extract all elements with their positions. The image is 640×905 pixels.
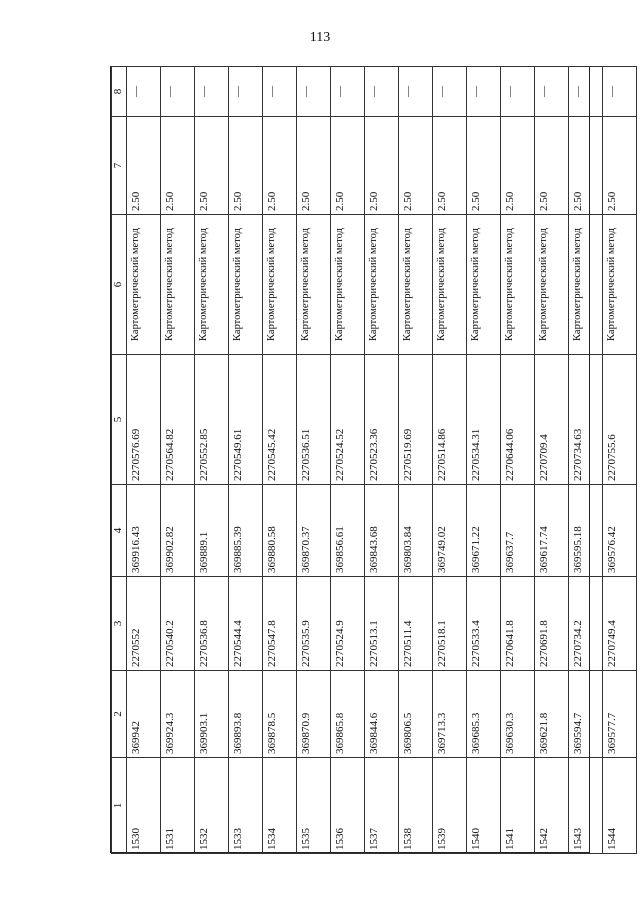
- table-cell-col-7: 2.50: [331, 117, 365, 215]
- table-cell-col-5: 2270709.4: [535, 355, 569, 485]
- table-cell-col-1: 1540: [467, 758, 501, 854]
- table-cell-col-1: 1538: [399, 758, 433, 854]
- table-cell-col-8: —: [331, 67, 365, 117]
- table-row: [229, 67, 263, 854]
- table-cell-col-4: 369889.1: [195, 485, 229, 577]
- table-cell-col-6: Картометрический метод: [603, 215, 637, 355]
- table-cell-col-5: 2270514.86: [433, 355, 467, 485]
- table-cell-col-5: 2270519.69: [399, 355, 433, 485]
- table-cell-col-6: Картометрический метод: [501, 215, 535, 355]
- table-cell-col-4: 369576.42: [603, 485, 637, 577]
- column-header-3: 3: [112, 577, 127, 671]
- table-cell-col-5: 2270755.6: [603, 355, 637, 485]
- table-cell-col-3: 2270535.9: [297, 577, 331, 671]
- column-header-8: 8: [112, 67, 127, 117]
- column-header-2: 2: [112, 671, 127, 758]
- table-cell-col-6: Картометрический метод: [195, 215, 229, 355]
- table-cell-col-8: —: [603, 67, 637, 117]
- table-cell-col-4: 369870.37: [297, 485, 331, 577]
- table-cell-col-2: 369594.7: [569, 671, 603, 758]
- table-cell-col-2: 369621.8: [535, 671, 569, 758]
- table-cell-col-6: Картометрический метод: [229, 215, 263, 355]
- column-header-4: 4: [112, 485, 127, 577]
- table-row: [195, 67, 229, 854]
- table-cell-col-7: 2.50: [535, 117, 569, 215]
- table-cell-col-8: —: [297, 67, 331, 117]
- table-cell-col-7: 2.50: [263, 117, 297, 215]
- table-cell-col-5: 2270576.69: [127, 355, 161, 485]
- table-cell-col-5: 2270536.51: [297, 355, 331, 485]
- table-cell-col-4: 369885.39: [229, 485, 263, 577]
- table-cell-col-3: 2270540.2: [161, 577, 195, 671]
- table-cell-col-8: —: [501, 67, 535, 117]
- table-cell-col-4: 369671.22: [467, 485, 501, 577]
- table-cell-col-3: 2270544.4: [229, 577, 263, 671]
- table-cell-col-1: 1544: [603, 758, 637, 854]
- table-row: [365, 67, 399, 854]
- table-cell-col-4: 369595.18: [569, 485, 603, 577]
- table-cell-col-3: 2270691.8: [535, 577, 569, 671]
- table-row: [399, 67, 433, 854]
- table-cell-col-7: 2.50: [433, 117, 467, 215]
- table-cell-col-8: —: [229, 67, 263, 117]
- table-cell-col-7: 2.50: [161, 117, 195, 215]
- table-cell-col-2: 369577.7: [603, 671, 637, 758]
- table-row: [603, 67, 637, 854]
- table-body: [127, 67, 637, 854]
- table-row: [263, 67, 297, 854]
- table-cell-col-6: Картометрический метод: [161, 215, 195, 355]
- table-cell-col-3: 2270533.4: [467, 577, 501, 671]
- table-cell-col-7: 2.50: [297, 117, 331, 215]
- table-cell-col-4: 369749.02: [433, 485, 467, 577]
- table-cell-col-1: 1534: [263, 758, 297, 854]
- table-cell-col-4: 369617.74: [535, 485, 569, 577]
- coordinates-table-frame: [110, 66, 618, 853]
- table-cell-col-2: 369903.1: [195, 671, 229, 758]
- table-cell-col-5: 2270524.52: [331, 355, 365, 485]
- table-cell-col-8: —: [161, 67, 195, 117]
- table-cell-col-1: 1532: [195, 758, 229, 854]
- table-cell-col-6: Картометрический метод: [433, 215, 467, 355]
- table-cell-col-6: Картометрический метод: [297, 215, 331, 355]
- table-cell-col-3: 2270513.1: [365, 577, 399, 671]
- table-cell-col-2: 369870.9: [297, 671, 331, 758]
- table-cell-col-2: 369806.5: [399, 671, 433, 758]
- table-cell-col-3: 2270547.8: [263, 577, 297, 671]
- table-cell-col-2: 369865.8: [331, 671, 365, 758]
- page-number: 113: [309, 30, 331, 45]
- table-cell-col-4: 369902.82: [161, 485, 195, 577]
- table-cell-col-1: 1541: [501, 758, 535, 854]
- table-cell-col-8: —: [263, 67, 297, 117]
- table-cell-col-2: 369844.6: [365, 671, 399, 758]
- table-cell-col-8: —: [569, 67, 603, 117]
- table-cell-col-4: 369637.7: [501, 485, 535, 577]
- table-cell-col-1: 1543: [569, 758, 603, 854]
- table-cell-col-2: 369685.3: [467, 671, 501, 758]
- table-row: [297, 67, 331, 854]
- table-cell-col-7: 2.50: [399, 117, 433, 215]
- table-cell-col-8: —: [433, 67, 467, 117]
- table-cell-col-2: 369942: [127, 671, 161, 758]
- table-cell-col-6: Картометрический метод: [535, 215, 569, 355]
- table-cell-col-5: 2270523.36: [365, 355, 399, 485]
- table-cell-col-4: 369843.68: [365, 485, 399, 577]
- table-row: [501, 67, 535, 854]
- table-cell-col-5: 2270545.42: [263, 355, 297, 485]
- table-row: [569, 67, 603, 854]
- column-header-7: 7: [112, 117, 127, 215]
- table-cell-col-5: 2270549.61: [229, 355, 263, 485]
- table-cell-col-6: Картометрический метод: [331, 215, 365, 355]
- table-cell-col-6: Картометрический метод: [399, 215, 433, 355]
- table-cell-col-6: Картометрический метод: [365, 215, 399, 355]
- table-cell-col-7: 2.50: [467, 117, 501, 215]
- table-cell-col-6: Картометрический метод: [263, 215, 297, 355]
- table-cell-col-7: 2.50: [195, 117, 229, 215]
- table-cell-col-3: 2270511.4: [399, 577, 433, 671]
- rotated-table-container: [111, 67, 618, 854]
- table-cell-col-7: 2.50: [229, 117, 263, 215]
- table-cell-col-1: 1533: [229, 758, 263, 854]
- table-cell-col-8: —: [535, 67, 569, 117]
- table-cell-col-8: —: [195, 67, 229, 117]
- table-cell-col-3: 2270524.9: [331, 577, 365, 671]
- table-cell-col-4: 369803.84: [399, 485, 433, 577]
- table-cell-col-7: 2.50: [365, 117, 399, 215]
- table-cell-col-4: 369880.58: [263, 485, 297, 577]
- table-cell-col-3: 2270536.8: [195, 577, 229, 671]
- table-cell-col-2: 369878.5: [263, 671, 297, 758]
- table-cell-col-1: 1539: [433, 758, 467, 854]
- table-cell-col-1: 1537: [365, 758, 399, 854]
- table-cell-col-1: 1535: [297, 758, 331, 854]
- table-row: [433, 67, 467, 854]
- table-cell-col-1: 1531: [161, 758, 195, 854]
- table-cell-col-1: 1542: [535, 758, 569, 854]
- table-cell-col-8: —: [365, 67, 399, 117]
- table-cell-col-8: —: [467, 67, 501, 117]
- table-cell-col-3: 2270552: [127, 577, 161, 671]
- table-cell-col-1: 1536: [331, 758, 365, 854]
- table-cell-col-2: 369893.8: [229, 671, 263, 758]
- table-row: [467, 67, 501, 854]
- table-cell-col-6: Картометрический метод: [127, 215, 161, 355]
- table-row: [161, 67, 195, 854]
- table-row: [331, 67, 365, 854]
- table-cell-col-3: 2270641.8: [501, 577, 535, 671]
- table-row: [127, 67, 161, 854]
- table-cell-col-8: —: [127, 67, 161, 117]
- table-cell-col-7: 2.50: [127, 117, 161, 215]
- column-header-5: 5: [112, 355, 127, 485]
- table-cell-col-5: 2270644.06: [501, 355, 535, 485]
- table-cell-col-3: 2270749.4: [603, 577, 637, 671]
- table-cell-col-2: 369713.3: [433, 671, 467, 758]
- table-cell-col-4: 369916.43: [127, 485, 161, 577]
- table-cell-col-8: —: [399, 67, 433, 117]
- table-cell-col-5: 2270534.31: [467, 355, 501, 485]
- table-cell-col-3: 2270734.2: [569, 577, 603, 671]
- table-cell-col-7: 2.50: [569, 117, 603, 215]
- table-cell-col-7: 2.50: [603, 117, 637, 215]
- table-cell-col-2: 369630.3: [501, 671, 535, 758]
- table-cell-col-2: 369924.3: [161, 671, 195, 758]
- table-row: [535, 67, 569, 854]
- table-cell-col-6: Картометрический метод: [467, 215, 501, 355]
- table-cell-col-5: 2270734.63: [569, 355, 603, 485]
- table-cell-col-5: 2270552.85: [195, 355, 229, 485]
- coordinates-table: [111, 66, 637, 854]
- table-cell-col-6: Картометрический метод: [569, 215, 603, 355]
- table-cell-col-7: 2.50: [501, 117, 535, 215]
- table-cell-col-1: 1530: [127, 758, 161, 854]
- column-header-6: 6: [112, 215, 127, 355]
- table-cell-col-4: 369856.61: [331, 485, 365, 577]
- table-cell-col-5: 2270564.82: [161, 355, 195, 485]
- column-header-1: 1: [112, 758, 127, 854]
- table-cell-col-3: 2270518.1: [433, 577, 467, 671]
- table-header-row: [112, 67, 127, 854]
